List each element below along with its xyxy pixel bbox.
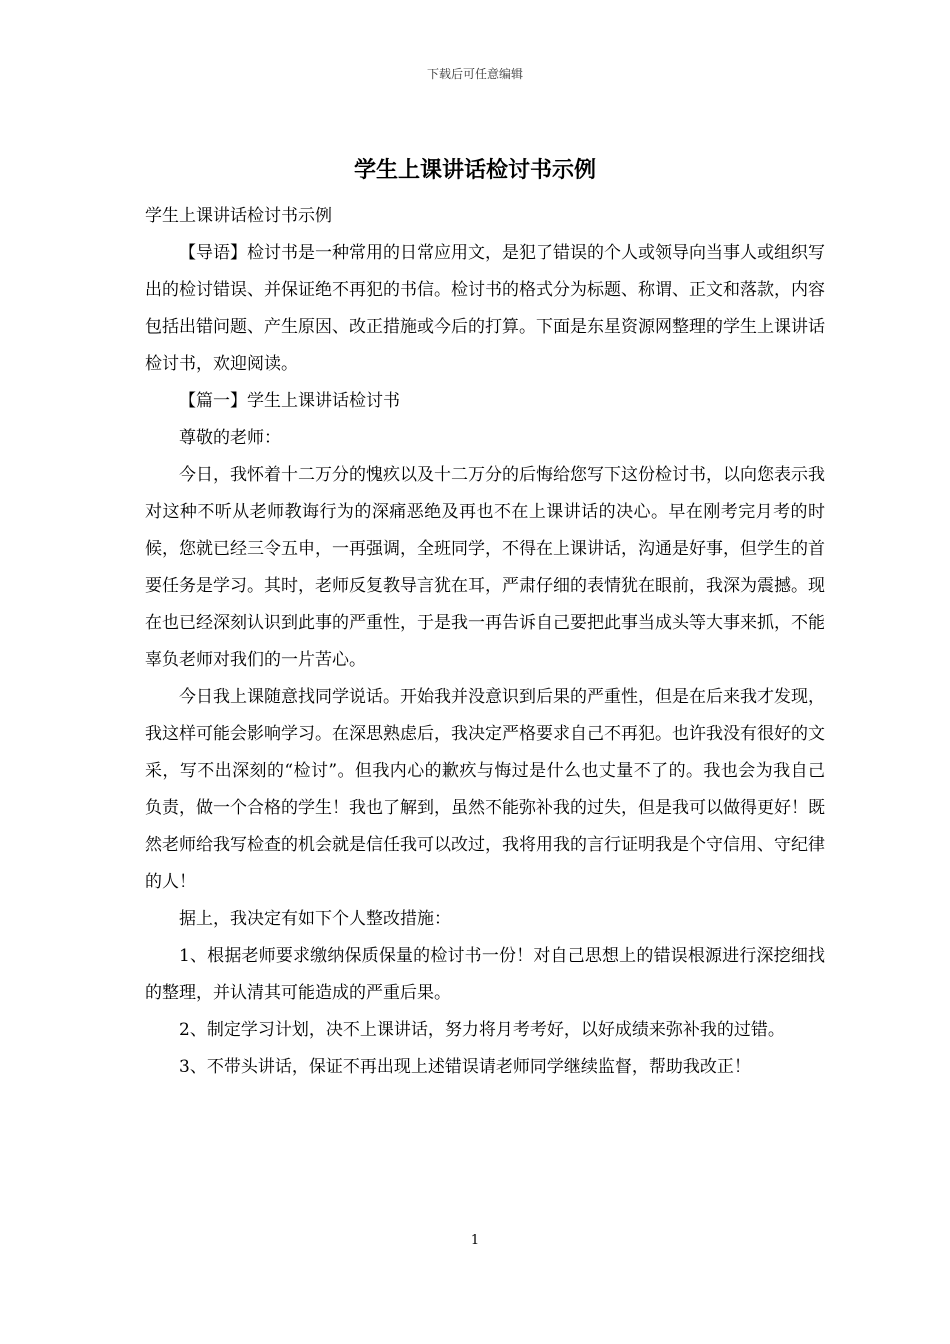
measure-item-3: 3、不带头讲话，保证不再出现上述错误请老师同学继续监督，帮助我改正！: [179, 1057, 751, 1077]
intro-paragraph: 【导语】检讨书是一种常用的日常应用文，是犯了错误的个人或领导向当事人或组织写出的检讨错误、并保证绝不再犯的书信。检讨书的格式分为标题、称谓、正文和落款，内容包括出错问题、产生原因、改正措施或今后的打算。下面是东星资源网整理的学生上课讲话检讨书，欢迎阅读。: [145, 243, 825, 374]
measure-item-1: 1、根据老师要求缴纳保质保量的检讨书一份！对自己思想上的错误根源进行深挖细找的整理，并认清其可能造成的严重后果。: [145, 946, 825, 1003]
section-heading: 【篇一】学生上课讲话检讨书: [179, 391, 400, 411]
body-paragraph-2: 今日我上课随意找同学说话。开始我并没意识到后果的严重性，但是在后来我才发现，我这样可能会影响学习。在深思熟虑后，我决定严格要求自己不再犯。也许我没有很好的文采，写不出深刻的“检讨”。但我内心的歉疚与悔过是什么也丈量不了的。我也会为我自己负责，做一个合格的学生！我也了解到，虽然不能弥补我的过失，但是我可以做得更好！既然老师给我写检查的机会就是信任我可以改过，我将用我的言行证明我是个守信用、守纪律的人！: [145, 687, 825, 892]
page-header-note: 下载后可任意编辑: [426, 67, 523, 81]
document-body: [145, 198, 825, 1086]
measures-intro: 据上，我决定有如下个人整改措施：: [179, 909, 451, 929]
subtitle-paragraph: 学生上课讲话检讨书示例: [145, 206, 332, 226]
document-title: 学生上课讲话检讨书示例: [353, 157, 596, 183]
salutation: 尊敬的老师：: [179, 428, 281, 448]
measure-item-2: 2、制定学习计划，决不上课讲话，努力将月考考好，以好成绩来弥补我的过错。: [179, 1020, 785, 1040]
body-paragraph-1: 今日，我怀着十二万分的愧疚以及十二万分的后悔给您写下这份检讨书，以向您表示我对这种不听从老师教诲行为的深痛恶绝及再也不在上课讲话的决心。早在刚考完月考的时候，您就已经三令五申，一再强调，全班同学，不得在上课讲话，沟通是好事，但学生的首要任务是学习。其时，老师反复教导言犹在耳，严肃仔细的表情犹在眼前，我深为震撼。现在也已经深刻认识到此事的严重性，于是我一再告诉自己要把此事当成头等大事来抓，不能辜负老师对我们的一片苦心。: [145, 465, 825, 670]
page-number: 1: [470, 1233, 480, 1248]
